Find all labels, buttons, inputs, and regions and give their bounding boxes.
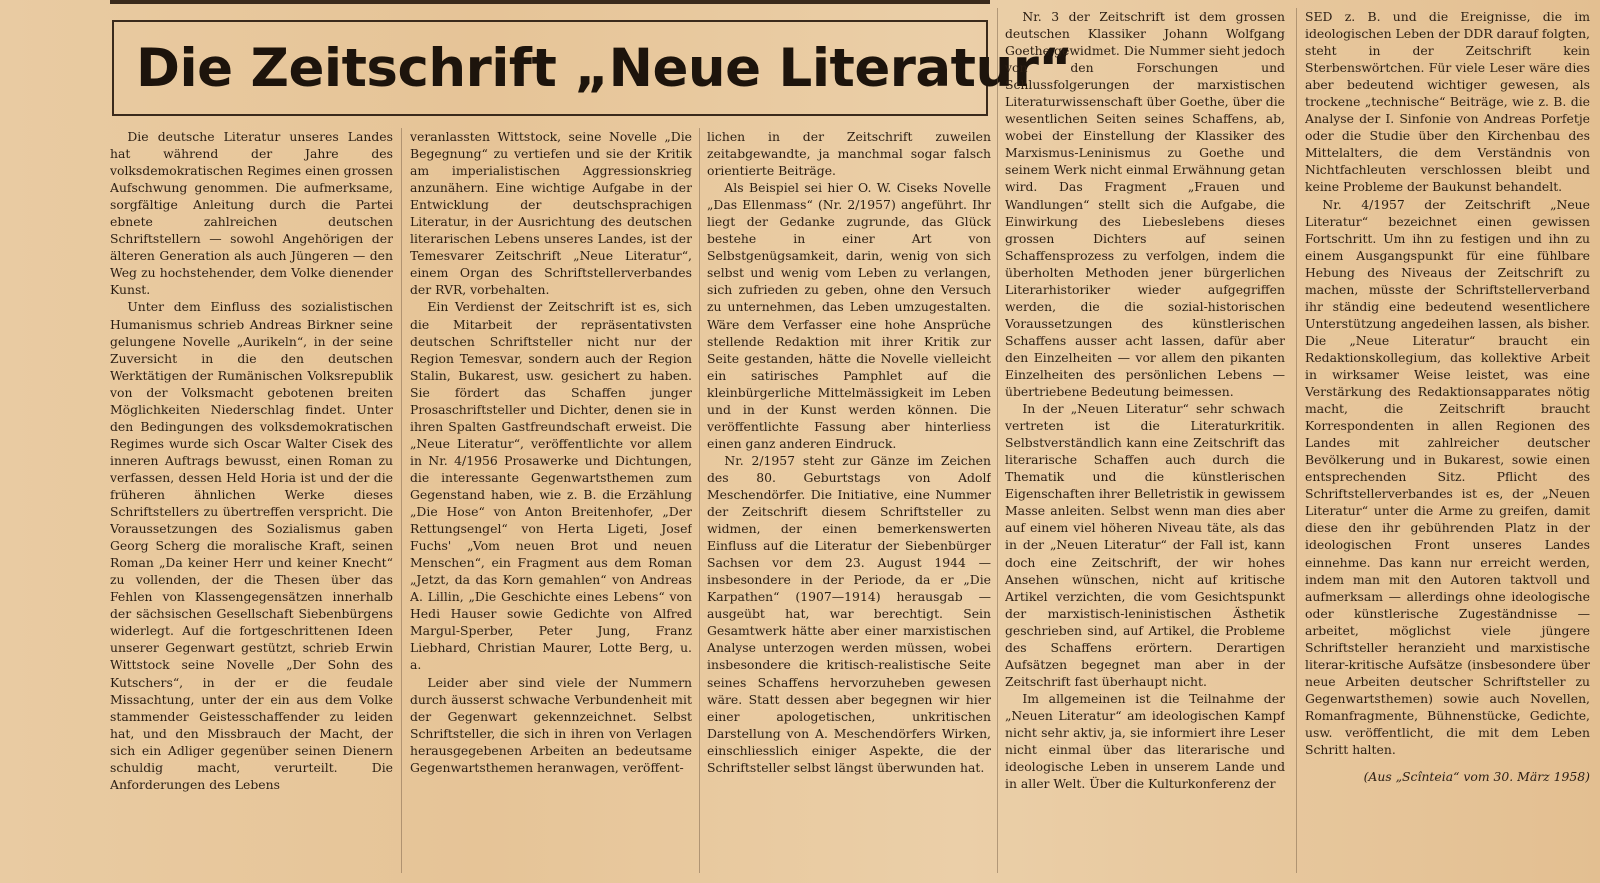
paragraph: In der „Neuen Literatur“ sehr schwach vertreten ist die Literaturkritik. Selbstverständlich kann eine Zeitschrift das literarische Schaffen auch durch die Thematik und die künstlerischen Eigenschaften ihrer Belletristik in gewissem Masse anleiten. Selbst wenn man dies aber auf einem viel höheren Niveau täte, als das in der „Neuen Literatur“ der Fall ist, kann doch eine Zeitschrift, der wir hohes Ansehen wünschen, nicht auf kritische Artikel verzichten, die vom Gesichtspunkt der marxistisch-leninistischen Ästhetik geschrieben sind, auf Artikel, die Probleme des Schaffens erörtern. Derartigen Aufsätzen begegnet man aber in der Zeitschrift fast überhaupt nicht. [1005,401,1285,689]
column-divider [401,128,402,873]
paragraph: Die deutsche Literatur unseres Landes hat während der Jahre des volksdemokratischen Regimes einen grossen Aufschwung genommen. Die aufmerksame, sorgfältige Anleitung durch die Partei ebnete zahlreichen deutschen Schriftstellern — sowohl Angehörigen der älteren Generation als auch Jüngeren — den Weg zu hochstehender, dem Volke dienender Kunst. [110,129,393,298]
article-title: Die Zeitschrift „Neue Literatur“ [136,37,1073,99]
source-citation: (Aus „Scînteia“ vom 30. März 1958) [1363,769,1590,785]
paragraph: Ein Verdienst der Zeitschrift ist es, sich die Mitarbeit der repräsentativsten deutschen Schriftsteller nicht nur der Region Temesvar, sondern auch der Region Stalin, Bukarest, usw. gesichert zu haben. Sie fördert das Schaffen junger Prosaschriftsteller und Dichter, denen sie in ihren Spalten Gastfreundschaft erweist. Die „Neue Literatur“, veröffentlichte vor allem in Nr. 4/1956 Prosawerke und Dichtungen, die interessante Gegenwartsthemen zum Gegenstand haben, wie z. B. die Erzählung „Die Hose“ von Anton Breitenhofer, „Der Rettungsengel“ von Herta Ligeti, Josef Fuchs' „Vom neuen Brot und neuen Menschen“, ein Fragment aus dem Roman „Jetzt, da das Korn gemahlen“ von Andreas A. Lillin, „Die Geschichte eines Lebens“ von Hedi Hauser sowie Gedichte von Alfred Margul-Sperber, Peter Jung, Franz Liebhard, Christian Maurer, Lotte Berg, u. a. [410,299,692,673]
paragraph: lichen in der Zeitschrift zuweilen zeitabgewandte, ja manchmal sogar falsch orientierte Beiträge. [707,129,991,179]
column-divider [997,8,998,873]
column-divider [699,128,700,873]
paragraph: Unter dem Einfluss des sozialistischen Humanismus schrieb Andreas Birkner seine gelungene Novelle „Aurikeln“, in der seine Zuversicht in die den deutschen Werktätigen der Rumänischen Volksrepublik von der Volksmacht gebotenen breiten Möglichkeiten Niederschlag findet. Unter den Bedingungen des volksdemokratischen Regimes wurde sich Oscar Walter Cisek des inneren Auftrags bewusst, einen Roman zu verfassen, dessen Held Horia ist und der die früheren ähnlichen Werke dieses Schriftstellers zu übertreffen verspricht. Die Voraussetzungen des Sozialismus gaben Georg Scherg die moralische Kraft, seinen Roman „Da keiner Herr und keiner Knecht“ zu vollenden, der die Thesen über das Fehlen von Klassengegensätzen innerhalb der sächsischen Gesellschaft Siebenbürgens widerlegt. Auf die fortgeschrittenen Ideen unserer Gegenwart gestützt, schrieb Erwin Wittstock seine Novelle „Der Sohn des Kutschers“, in der er die feudale Missachtung, unter der ein aus dem Volke stammender Geistesschaffender zu leiden hat, und den Missbrauch der Macht, der sich ein Adliger gegenüber seinen Dienern schuldig macht, verurteilt. Die Anforderungen des Lebens [110,299,393,792]
paragraph: Leider aber sind viele der Nummern durch äusserst schwache Verbundenheit mit der Gegenwart gekennzeichnet. Selbst Schriftsteller, die sich in ihren von Verlagen herausgegebenen Arbeiten an bedeutsame Gegenwartsthemen heranwagen, veröffent- [410,674,692,775]
paragraph: Als Beispiel sei hier O. W. Ciseks Novelle „Das Ellenmass“ (Nr. 2/1957) angeführt. Ihr liegt der Gedanke zugrunde, das Glück bestehe in einer Art von Selbstgenügsamkeit, darin, wenig von sich selbst und wenig vom Leben zu verlangen, sich zufrieden zu geben, ohne den Versuch zu unternehmen, das Leben umzugestalten. Wäre dem Verfasser eine hohe Ansprüche stellende Redaktion mit ihrer Kritik zur Seite gestanden, hätte die Novelle vielleicht ein satirisches Pamphlet auf die kleinbürgerliche Mittelmässigkeit im Leben und in der Kunst werden können. Die veröffentlichte Fassung aber hinterliess einen ganz anderen Eindruck. [707,180,991,451]
article-column-1 [110,128,393,873]
paragraph: Nr. 3 der Zeitschrift ist dem grossen deutschen Klassiker Johann Wolfgang Goethe gewidmet. Die Nummer sieht jedoch von den Forschungen und Schlussfolgerungen der marxistischen Literaturwissenschaft über Goethe, über die wesentlichen Seiten seines Schaffens, ab, wobei der Einstellung der Klassiker des Marxismus-Leninismus zu Goethe und seinem Werk nicht einmal Erwähnung getan wird. Das Fragment „Frauen und Wandlungen“ stellt sich die Aufgabe, die Einwirkung des Liebeslebens dieses grossen Dichters auf seinen Schaffensprozess zu verfolgen, indem die überholten Methoden jener bürgerlichen Literarhistoriker wieder aufgegriffen werden, die die sozial-historischen Voraussetzungen des künstlerischen Schaffens ausser acht lassen, dafür aber den Einzelheiten — vor allem den pikanten Einzelheiten des persönlichen Lebens — übertriebene Bedeutung beimessen. [1005,9,1285,400]
paragraph: Nr. 2/1957 steht zur Gänze im Zeichen des 80. Geburtstags von Adolf Meschendörfer. Die Initiative, eine Nummer der Zeitschrift diesem Schriftsteller zu widmen, der einen bemerkenswerten Einfluss auf die Literatur der Siebenbürger Sachsen vor dem 23. August 1944 — insbesondere in der Periode, da er „Die Karpathen“ (1907—1914) herausgab — ausgeübt hat, war berechtigt. Sein Gesamtwerk hätte aber einer marxistischen Analyse unterzogen werden müssen, wobei insbesondere die kritisch-realistische Seite seines Schaffens hervorzuheben gewesen wäre. Statt dessen aber begegnen wir hier einer apologetischen, unkritischen Darstellung von A. Meschendörfers Wirken, einschliesslich einiger Aspekte, die der Schriftsteller selbst längst überwunden hat. [707,452,991,775]
top-rule [110,0,990,4]
paragraph: veranlassten Wittstock, seine Novelle „Die Begegnung“ zu vertiefen und sie der Kritik am imperialistischen Aggressionskrieg anzunähern. Eine wichtige Aufgabe in der Entwicklung der deutschsprachigen Literatur, in der Ausrichtung des deutschen literarischen Lebens unseres Landes, ist der Temesvarer Zeitschrift „Neue Literatur“, einem Organ des Schriftstellerverbandes der RVR, vorbehalten. [410,129,692,298]
paragraph: Im allgemeinen ist die Teilnahme der „Neuen Literatur“ am ideologischen Kampf nicht sehr aktiv, ja, sie informiert ihre Leser nicht einmal über das literarische und ideologische Leben in unserem Lande und in aller Welt. Über die Kulturkonferenz der [1005,690,1285,792]
article-column-2 [410,128,692,873]
article-column-3 [707,128,991,873]
paragraph: Nr. 4/1957 der Zeitschrift „Neue Literatur“ bezeichnet einen gewissen Fortschritt. Um ihn zu festigen und ihn zu einem Ausgangspunkt für eine fühlbare Hebung des Niveaus der Zeitschrift zu machen, müsste der Schriftstellerverband ihr ständig eine bedeutend wesentlichere Unterstützung angedeihen lassen, als bisher. Die „Neue Literatur“ braucht ein Redaktionskollegium, das kollektive Arbeit in wirksamer Weise leistet, was eine Verstärkung des Redaktionsapparates nötig macht, die Zeitschrift braucht Korrespondenten in allen Regionen des Landes mit zahlreicher deutscher Bevölkerung und in Bukarest, sowie einen entsprechenden Sitz. Pflicht des Schriftstellerverbandes ist es, der „Neuen Literatur“ unter die Arme zu greifen, damit diese den ihr gebührenden Platz in der ideologischen Front unseres Landes einnehme. Das kann nur erreicht werden, indem man mit den Autoren taktvoll und aufmerksam — allerdings ohne ideologische oder künstlerische Zugeständnisse — arbeitet, möglichst viele jüngere Schriftsteller heranzieht und marxistische literar-kritische Aufsätze (insbesondere über neue Arbeiten deutscher Schriftsteller zu Gegenwartsthemen) sowie auch Novellen, Romanfragmente, Bühnenstücke, Gedichte, usw. veröffentlicht, die mit dem Leben Schritt halten. [1305,196,1590,758]
article-column-4 [1005,8,1285,873]
paragraph: SED z. B. und die Ereignisse, die im ideologischen Leben der DDR darauf folgten, steht in der Zeitschrift kein Sterbenswörtchen. Für viele Leser wäre dies aber bedeutend wichtiger gewesen, als trockene „technische“ Beiträge, wie z. B. die Analyse der I. Sinfonie von Andreas Porfetje oder die Studie über den Kirchenbau des Mittelalters, die dem Verständnis von Nichtfachleuten verschlossen bleibt und keine Probleme der Baukunst behandelt. [1305,9,1590,195]
headline-box [112,20,1073,116]
article-column-5 [1305,8,1590,873]
column-divider [1296,8,1297,873]
